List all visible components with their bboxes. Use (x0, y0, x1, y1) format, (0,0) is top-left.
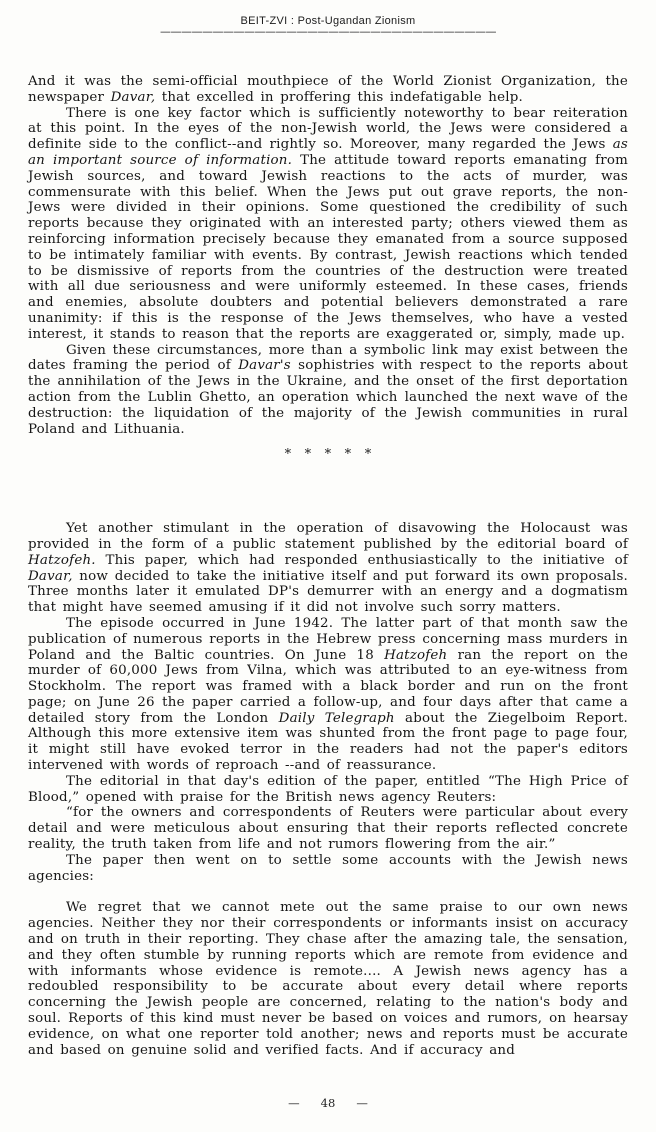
page-footer (0, 1096, 656, 1110)
paragraph (28, 521, 628, 616)
text-run: The attitude toward reports emanating from Jewish sources, and toward Jewish reactions to the acts of murder, was commensurate with this belief. When the Jews put out grave reports, the non-Jews were divided in their opinions. Some questioned the credibility of such reports because they originated with an interested party; others viewed them as reinforcing information precisely because they emanated from a source supposed to be intimately familiar with events. By contrast, Jewish reactions which tended to be dismissive of reports from the countries of the destruction were treated with all due seriousness and were uniformly esteemed. In these cases, friends and enemies, absolute doubters and potential believers demonstrated a rare unanimity: if this is the response of the Jews themselves, who have a vested interest, it stands to reason that the reports are exaggerated or, simply, made up. (28, 152, 629, 342)
text-run: And it was the semi-official mouthpiece of the World Zionist Organization, the newspaper (28, 74, 628, 105)
text-run: ran the report on the murder of 60,000 Jews from Vilna, which was attributed to an eye-witness from Stockholm. The report was framed with a black border and run on the front page; on June 26 the paper carried a follow-up, and four days after that came a detailed story from the London (28, 647, 628, 726)
paragraph (28, 106, 628, 343)
text-run: This paper, which had responded enthusiastically to the initiative of (95, 552, 628, 568)
text-run: about the Ziegelboim Report. Although this more extensive item was shunted from the front page to page four, it might still have evoked terror in the readers had not the paper's editors intervened with words of reproach --and of reassurance. (28, 710, 628, 774)
page-number: 48 (320, 1096, 336, 1110)
paragraph (28, 853, 628, 885)
text-run: “for the owners and correspondents of Reuters were particular about every detail and were meticulous about ensuring that their reports reflected concrete reality, the truth taken from life and not rumors flowering from the air.” (28, 805, 628, 853)
page-body (28, 74, 628, 1058)
text-run: Yet another stimulant in the operation of disavowing the Holocaust was provided in the form of a public statement published by the editorial board of (28, 521, 628, 552)
text-run: The editorial in that day's edition of the paper, entitled “The High Price of Blood,” opened with praise for the British news agency Reuters: (28, 773, 628, 805)
italic-run: Davar's (238, 358, 291, 374)
italic-run: Daily Telegraph (278, 710, 395, 726)
running-head-title: BEIT-ZVI : Post-Ugandan Zionism (240, 15, 416, 27)
text-run: that excelled in proffering this indefatigable help. (155, 89, 523, 105)
paragraph (28, 774, 628, 806)
text-run: The episode occurred in June 1942. The latter part of that month saw the publication of numerous reports in the Hebrew press concerning mass murders in Poland and the Baltic countries. On June 18 (28, 615, 628, 663)
section-separator-stars: * * * * * (284, 447, 372, 463)
paragraph (28, 343, 628, 438)
paragraph (28, 805, 628, 852)
italic-run: Hatzofeh. (28, 552, 96, 568)
text-run: Given these circumstances, more than a symbolic link may exist between the dates framing the period of (28, 342, 628, 374)
paragraph (28, 74, 628, 106)
vertical-gap (28, 463, 628, 521)
italic-run: Hatzofeh (384, 647, 448, 663)
italic-run: as an important source of information. (28, 137, 628, 168)
text-run: sophistries with respect to the reports about the annihilation of the Jews in the Ukraine, and the onset of the first deportation action from the Lublin Ghetto, an operation which launched the next wave of the destruction: the liquidation of the majority of the Jewish communities in rural Poland and Lithuania. (28, 358, 628, 437)
text-run: There is one key factor which is sufficiently noteworthy to bear reiteration at this point. In the eyes of the non-Jewish world, the Jews were considered a definite side to the conflict--and rightly so. Moreover, many regarded the Jews (28, 105, 628, 153)
footer-dash-left: — (288, 1096, 300, 1110)
text-run: The paper then went on to settle some accounts with the Jewish news agencies: (28, 852, 628, 884)
text-run: We regret that we cannot mete out the same praise to our own news agencies. Neither they nor their correspondents or informants insist on accuracy and on truth in their reporting. They chase after the amazing tale, the sensation, and they often stumble by running reports which are remote from evidence and with informants whose evidence is remote.... A Jewish news agency has a redoubled responsibility to be accurate about every detail where reports concerning the Jewish people are concerned, relating to the nation's body and soul. Reports of this kind must never be based on voices and rumors, on hearsay evidence, on what one reporter told another; news and reports must be accurate and based on genuine solid and verified facts. And if accuracy and (28, 900, 628, 1058)
page-header (0, 0, 656, 35)
vertical-gap (28, 884, 628, 900)
italic-run: Davar, (28, 568, 73, 584)
paragraph (28, 900, 628, 1058)
paragraph (28, 616, 628, 774)
text-run: now decided to take the initiative itself and put forward its own proposals. Three months later it emulated DP's demurrer with an energy and a dogmatism that might have seemed amusing if it did not involve such sorry matters. (28, 568, 628, 616)
footer-dash-right: — (356, 1096, 368, 1110)
italic-run: Davar, (110, 89, 156, 105)
header-rule: ———————————————————————————————— (160, 28, 496, 35)
